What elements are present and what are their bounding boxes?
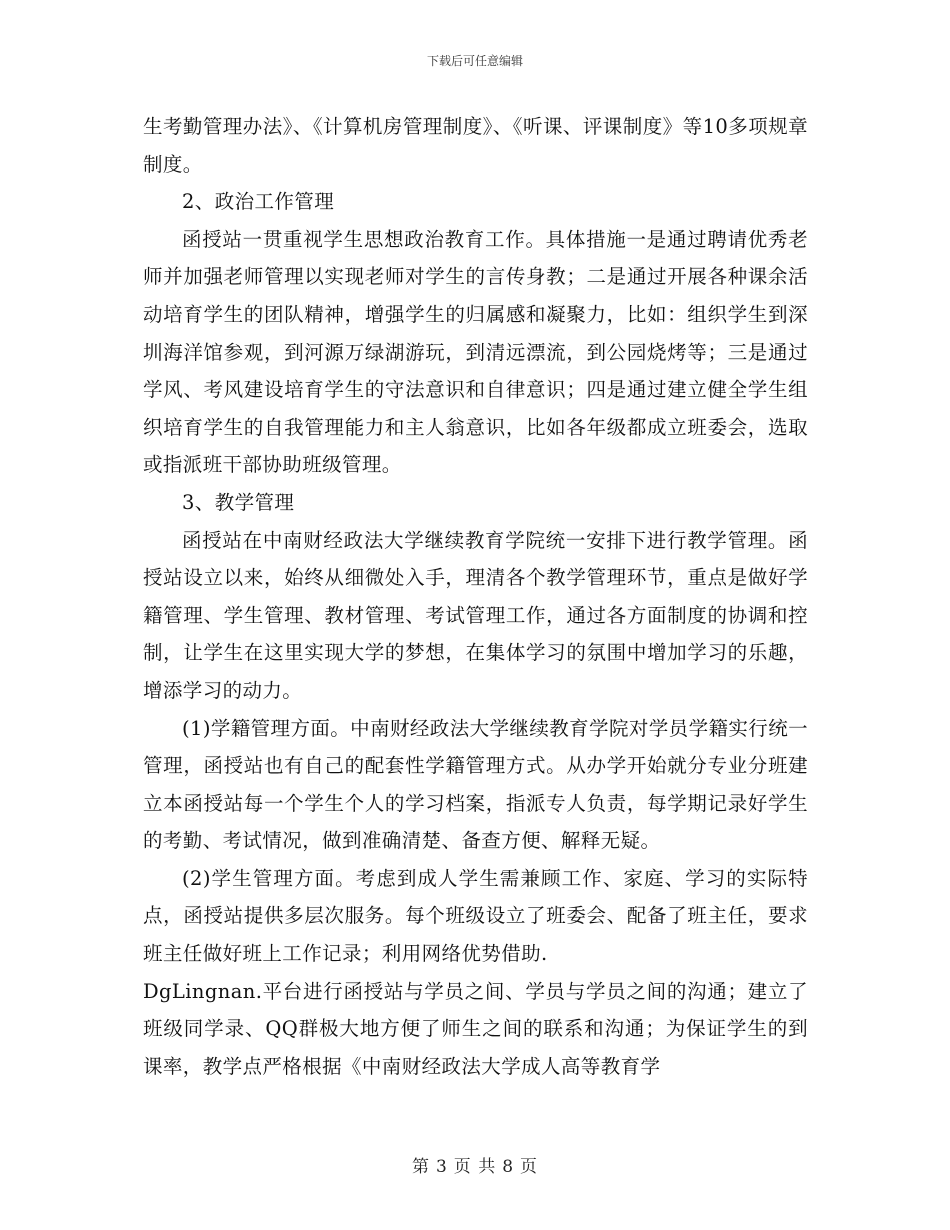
footer-suffix: 页 (520, 1157, 539, 1177)
page-footer (0, 1152, 950, 1177)
footer-middle: 页 共 (453, 1157, 497, 1177)
paragraph: DgLingnan.平台进行函授站与学员之间、学员与学员之间的沟通；建立了班级同学录、QQ群极大地方便了师生之间的联系和沟通；为保证学生的到课率，教学点严格根据《中南财经政法大学成人高等教育学 (143, 979, 808, 1078)
section-heading: 2、政治工作管理 (182, 190, 335, 214)
footer-prefix: 第 (411, 1157, 430, 1177)
paragraph: 函授站在中南财经政法大学继续教育学院统一安排下进行教学管理。函授站设立以来，始终从细微处入手，理清各个教学管理环节，重点是做好学籍管理、学生管理、教材管理、考试管理工作，通过各方面制度的协调和控制，让学生在这里实现大学的梦想，在集体学习的氛围中增加学习的乐趣，增添学习的动力。 (143, 528, 808, 702)
paragraph: (2)学生管理方面。考虑到成人学生需兼顾工作、家庭、学习的实际特点，函授站提供多层次服务。每个班级设立了班委会、配备了班主任，要求班主任做好班上工作记录；利用网络优势借助. (143, 866, 808, 966)
page-header-note: 下载后可任意编辑 (426, 54, 523, 68)
current-page-number: 3 (435, 1157, 448, 1177)
paragraph: 生考勤管理办法》、《计算机房管理制度》、《听课、评课制度》等10多项规章制度。 (143, 115, 808, 176)
document-body (143, 108, 808, 1085)
section-heading: 3、教学管理 (182, 490, 295, 514)
total-pages-number: 8 (502, 1157, 515, 1177)
paragraph: (1)学籍管理方面。中南财经政法大学继续教育学院对学员学籍实行统一管理，函授站也有自己的配套性学籍管理方式。从办学开始就分专业分班建立本函授站每一个学生个人的学习档案，指派专人负责，每学期记录好学生的考勤、考试情况，做到准确清楚、备查方便、解释无疑。 (143, 716, 808, 853)
paragraph: 函授站一贯重视学生思想政治教育工作。具体措施一是通过聘请优秀老师并加强老师管理以实现老师对学生的言传身教；二是通过开展各种课余活动培育学生的团队精神，增强学生的归属感和凝聚力，比如：组织学生到深圳海洋馆参观，到河源万绿湖游玩，到清远漂流，到公园烧烤等；三是通过学风、考风建设培育学生的守法意识和自律意识；四是通过建立健全学生组织培育学生的自我管理能力和主人翁意识，比如各年级都成立班委会，选取或指派班干部协助班级管理。 (143, 227, 808, 477)
